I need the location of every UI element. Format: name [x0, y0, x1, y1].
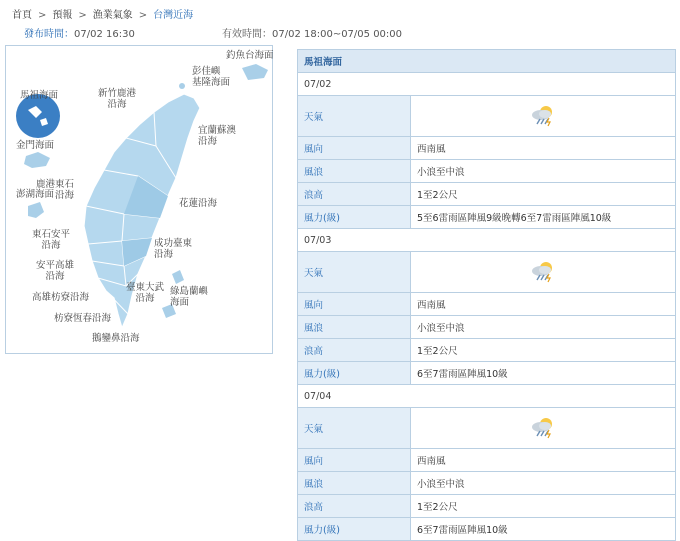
issued-time-label: 發布時間： [24, 29, 74, 40]
wind-force-label: 風力(級) [298, 518, 411, 541]
wind-dir-value: 西南風 [411, 293, 676, 316]
valid-time [222, 25, 402, 40]
issued-time [24, 25, 135, 40]
wind-dir-row [298, 449, 676, 472]
date-row [298, 385, 676, 408]
label-dongshi[interactable]: 東石安平 沿海 [32, 229, 71, 251]
wave-row [298, 160, 676, 183]
wave-label: 風浪 [298, 472, 411, 495]
breadcrumb-separator: > [138, 10, 148, 21]
cloudy-rain-thunder-icon [529, 415, 557, 442]
cloudy-rain-thunder-icon [529, 103, 557, 130]
wind-force-value: 6至7雷雨區陣風10級 [411, 518, 676, 541]
wind-dir-value: 西南風 [411, 137, 676, 160]
wave-height-row [298, 339, 676, 362]
wind-dir-row [298, 137, 676, 160]
date-row [298, 73, 676, 96]
area-header-row [298, 50, 676, 73]
breadcrumb-fishery[interactable]: 漁業氣象 [92, 10, 133, 21]
valid-time-value: 07/02 18:00~07/05 00:00 [272, 29, 403, 40]
wave-height-value: 1至2公尺 [411, 183, 676, 206]
wind-force-row [298, 362, 676, 385]
cloudy-rain-thunder-icon [529, 259, 557, 286]
wind-dir-row [298, 293, 676, 316]
weather-label: 天氣 [298, 96, 411, 137]
breadcrumb-home[interactable]: 首頁 [12, 10, 32, 21]
penghu-zone[interactable] [28, 202, 44, 218]
weather-row [298, 252, 676, 293]
weather-label: 天氣 [298, 252, 411, 293]
breadcrumb-forecast[interactable]: 預報 [52, 10, 73, 21]
wind-dir-label: 風向 [298, 293, 411, 316]
label-eluanbi[interactable]: 鵝鑾鼻沿海 [92, 333, 140, 344]
wave-value: 小浪至中浪 [411, 316, 676, 339]
wind-dir-value: 西南風 [411, 449, 676, 472]
wave-height-value: 1至2公尺 [411, 495, 676, 518]
breadcrumb [12, 6, 193, 21]
date-label: 07/03 [298, 229, 676, 252]
label-anping[interactable]: 安平高雄 沿海 [36, 260, 75, 282]
wave-label: 風浪 [298, 316, 411, 339]
wind-force-label: 風力(級) [298, 206, 411, 229]
label-fangliao[interactable]: 枋寮恆春沿海 [54, 313, 112, 324]
weather-label: 天氣 [298, 408, 411, 449]
wave-value: 小浪至中浪 [411, 472, 676, 495]
ludao-zone[interactable] [172, 270, 184, 284]
pengjia-islet[interactable] [179, 83, 185, 89]
diaoyutai-zone[interactable] [242, 64, 268, 80]
wave-height-row [298, 495, 676, 518]
sea-area-map [5, 45, 273, 354]
wave-height-label: 浪高 [298, 183, 411, 206]
wave-height-label: 浪高 [298, 339, 411, 362]
wind-force-label: 風力(級) [298, 362, 411, 385]
date-label: 07/02 [298, 73, 676, 96]
label-hualien[interactable]: 花蓮沿海 [179, 198, 218, 209]
breadcrumb-separator: > [38, 10, 47, 21]
wave-height-value: 1至2公尺 [411, 339, 676, 362]
valid-time-label: 有效時間： [222, 29, 272, 40]
wave-row [298, 316, 676, 339]
wind-force-value: 5至6雷雨區陣風9級晚轉6至7雷雨區陣風10級 [411, 206, 676, 229]
wind-force-row [298, 206, 676, 229]
label-chenggong[interactable]: 成功臺東 沿海 [154, 238, 193, 260]
wind-dir-label: 風向 [298, 449, 411, 472]
label-yilan[interactable]: 宜蘭蘇澳 沿海 [198, 125, 237, 147]
kinmen-zone[interactable] [24, 152, 50, 168]
label-kaohsiung[interactable]: 高雄枋寮沿海 [32, 292, 90, 303]
wave-row [298, 472, 676, 495]
wind-dir-label: 風向 [298, 137, 411, 160]
weather-row [298, 408, 676, 449]
label-ludao[interactable]: 綠島蘭嶼 海面 [170, 286, 209, 308]
label-kinmen[interactable]: 金門海面 [16, 140, 55, 151]
breadcrumb-current[interactable]: 台灣近海 [153, 10, 194, 21]
label-diaoyutai[interactable]: 釣魚台海面 [226, 50, 274, 61]
wave-height-label: 浪高 [298, 495, 411, 518]
date-label: 07/04 [298, 385, 676, 408]
issued-time-value: 07/02 16:30 [74, 29, 135, 40]
weather-row [298, 96, 676, 137]
date-row [298, 229, 676, 252]
wind-force-row [298, 518, 676, 541]
forecast-table [297, 49, 676, 541]
label-hsinchu[interactable]: 新竹鹿港 沿海 [98, 88, 137, 110]
area-title: 馬祖海面 [298, 50, 676, 73]
label-penghu[interactable]: 澎湖海面 [16, 189, 55, 200]
breadcrumb-separator: > [78, 10, 87, 21]
wind-force-value: 6至7雷雨區陣風10級 [411, 362, 676, 385]
label-taitung[interactable]: 臺東大武 沿海 [126, 282, 165, 304]
wave-label: 風浪 [298, 160, 411, 183]
wave-height-row [298, 183, 676, 206]
label-pengjia[interactable]: 彭佳嶼 基隆海面 [192, 66, 231, 88]
label-lukang[interactable]: 鹿港東石 沿海 [36, 179, 75, 201]
wave-value: 小浪至中浪 [411, 160, 676, 183]
label-matsu[interactable]: 馬祖海面 [20, 90, 59, 101]
